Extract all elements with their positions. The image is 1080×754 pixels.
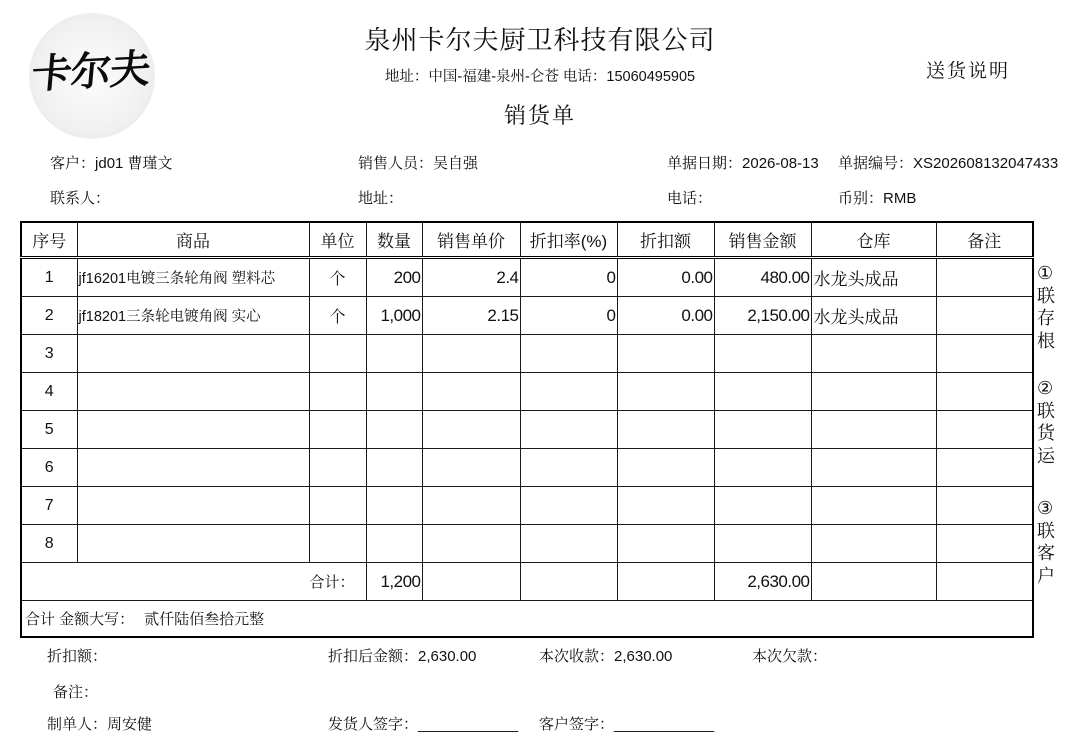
remark-field xyxy=(53,684,98,702)
customer-signature-label: 客户签字： xyxy=(539,716,615,733)
cell-unit: 个 xyxy=(309,258,366,297)
amount-in-words-cell xyxy=(21,601,1033,638)
table-row xyxy=(21,258,1033,297)
document-date-field xyxy=(667,155,819,173)
cell-discount-amount xyxy=(617,449,714,487)
document-date-label: 单据日期： xyxy=(667,155,743,172)
cell-unit xyxy=(309,373,366,411)
cell-sales-amount xyxy=(714,525,811,563)
col-header-quantity: 数量 xyxy=(366,222,422,258)
cell-sales-amount xyxy=(714,335,811,373)
address-label: 地址： xyxy=(384,69,429,85)
after-discount-value: 2,630.00 xyxy=(418,648,477,665)
table-row xyxy=(21,525,1033,563)
cell-sales-amount: 2,150.00 xyxy=(714,297,811,335)
cell-product-name xyxy=(77,411,309,449)
salesperson-label: 销售人员： xyxy=(358,155,434,172)
cell-quantity xyxy=(366,335,422,373)
cell-sales-amount xyxy=(714,487,811,525)
document-number-value: XS202608132047433 xyxy=(913,155,1059,172)
shipper-signature-field xyxy=(328,716,518,734)
cell-discount-rate xyxy=(520,487,617,525)
currency-value: RMB xyxy=(883,190,917,207)
creator-field xyxy=(47,716,152,734)
contact-field xyxy=(50,190,110,208)
cell-quantity: 200 xyxy=(366,258,422,297)
cell-remark xyxy=(936,411,1033,449)
cell-discount-amount xyxy=(617,411,714,449)
cell-discount-rate: 0 xyxy=(520,297,617,335)
discount-field xyxy=(47,648,107,666)
customer-value: jd01 曹瑾文 xyxy=(95,155,173,172)
cell-discount-rate xyxy=(520,525,617,563)
sales-table xyxy=(20,221,1034,638)
cell-unit-price xyxy=(422,411,520,449)
cell-remark xyxy=(936,373,1033,411)
total-discount-rate-cell xyxy=(520,563,617,601)
cell-quantity xyxy=(366,525,422,563)
currency-label: 币别： xyxy=(838,190,884,207)
cell-remark xyxy=(936,525,1033,563)
amount-in-words-value: 贰仟陆佰叁拾元整 xyxy=(144,611,265,628)
cell-discount-rate xyxy=(520,449,617,487)
remark-label: 备注： xyxy=(53,684,99,701)
table-row xyxy=(21,335,1033,373)
total-discount-amount-cell xyxy=(617,563,714,601)
cell-row-number: 2 xyxy=(21,297,77,335)
cell-discount-rate: 0 xyxy=(520,258,617,297)
cell-discount-amount: 0.00 xyxy=(617,258,714,297)
total-row xyxy=(21,563,1033,601)
table-row xyxy=(21,297,1033,335)
total-price-cell xyxy=(422,563,520,601)
cell-unit: 个 xyxy=(309,297,366,335)
received-field xyxy=(539,648,672,666)
currency-field xyxy=(838,190,916,208)
cell-remark xyxy=(936,297,1033,335)
total-remark-cell xyxy=(936,563,1033,601)
cell-product-name: jf18201三条轮电镀角阀 实心 xyxy=(77,297,309,335)
cell-row-number: 6 xyxy=(21,449,77,487)
salesperson-field xyxy=(358,155,478,173)
cell-remark xyxy=(936,335,1033,373)
cell-warehouse: 水龙头成品 xyxy=(811,297,936,335)
cell-unit-price xyxy=(422,449,520,487)
cell-product-name: jf16201电镀三条轮角阀 塑料芯 xyxy=(77,258,309,297)
shipper-signature-label: 发货人签字： xyxy=(328,716,419,733)
cell-remark xyxy=(936,487,1033,525)
cell-product-name xyxy=(77,373,309,411)
owed-label: 本次欠款： xyxy=(752,648,828,665)
col-header-unit-price: 销售单价 xyxy=(422,222,520,258)
copy-label-shipping: ②联货运 xyxy=(1037,378,1055,466)
received-value: 2,630.00 xyxy=(614,648,673,665)
cell-product-name xyxy=(77,449,309,487)
col-header-no: 序号 xyxy=(21,222,77,258)
col-header-remark: 备注 xyxy=(936,222,1033,258)
total-label: 合计： xyxy=(21,563,366,601)
cell-discount-amount: 0.00 xyxy=(617,297,714,335)
customer-signature-field xyxy=(539,716,714,734)
logo-text: 卡尔夫 xyxy=(29,44,152,99)
customer-phone-field xyxy=(667,190,712,208)
cell-discount-amount xyxy=(617,487,714,525)
amount-in-words-label: 合计 金额大写： xyxy=(25,611,135,628)
table-header-row xyxy=(21,222,1033,258)
company-name: 泉州卡尔夫厨卫科技有限公司 xyxy=(364,25,716,55)
cell-unit-price xyxy=(422,525,520,563)
owed-field xyxy=(752,648,827,666)
col-header-sales-amount: 销售金额 xyxy=(714,222,811,258)
total-warehouse-cell xyxy=(811,563,936,601)
cell-sales-amount xyxy=(714,449,811,487)
copy-label-customer: ③联客户 xyxy=(1037,498,1055,586)
table-row xyxy=(21,373,1033,411)
cell-row-number: 8 xyxy=(21,525,77,563)
cell-warehouse xyxy=(811,525,936,563)
cell-product-name xyxy=(77,525,309,563)
table-row xyxy=(21,487,1033,525)
cell-warehouse: 水龙头成品 xyxy=(811,258,936,297)
table-body xyxy=(21,258,1033,563)
cell-unit-price xyxy=(422,335,520,373)
cell-unit xyxy=(309,335,366,373)
document-number-label: 单据编号： xyxy=(838,155,914,172)
received-label: 本次收款： xyxy=(539,648,615,665)
customer-label: 客户： xyxy=(50,155,96,172)
cell-unit xyxy=(309,411,366,449)
cell-discount-rate xyxy=(520,335,617,373)
col-header-discount-rate: 折扣率(%) xyxy=(520,222,617,258)
cell-warehouse xyxy=(811,449,936,487)
cell-quantity xyxy=(366,373,422,411)
cell-row-number: 4 xyxy=(21,373,77,411)
copy-label-stub: ①联存根 xyxy=(1037,263,1055,351)
cell-remark xyxy=(936,258,1033,297)
cell-unit xyxy=(309,449,366,487)
cell-row-number: 7 xyxy=(21,487,77,525)
cell-discount-amount xyxy=(617,335,714,373)
col-header-discount-amount: 折扣额 xyxy=(617,222,714,258)
cell-sales-amount xyxy=(714,411,811,449)
cell-sales-amount xyxy=(714,373,811,411)
shipper-signature-line: ____________ xyxy=(418,716,519,733)
phone-label: 电话： xyxy=(562,69,607,85)
amount-in-words-row xyxy=(21,601,1033,638)
discount-label: 折扣额： xyxy=(47,648,108,665)
col-header-unit: 单位 xyxy=(309,222,366,258)
total-quantity: 1,200 xyxy=(366,563,422,601)
cell-warehouse xyxy=(811,373,936,411)
cell-quantity xyxy=(366,411,422,449)
customer-phone-label: 电话： xyxy=(667,190,713,207)
cell-row-number: 5 xyxy=(21,411,77,449)
phone-value: 15060495905 xyxy=(606,69,696,85)
cell-unit-price xyxy=(422,487,520,525)
after-discount-field xyxy=(328,648,476,666)
cell-product-name xyxy=(77,487,309,525)
cell-unit-price: 2.4 xyxy=(422,258,520,297)
cell-unit-price: 2.15 xyxy=(422,297,520,335)
customer-signature-line: ____________ xyxy=(614,716,715,733)
col-header-warehouse: 仓库 xyxy=(811,222,936,258)
cell-quantity: 1,000 xyxy=(366,297,422,335)
customer-address-label: 地址： xyxy=(358,190,404,207)
contact-label: 联系人： xyxy=(50,190,111,207)
document-title: 销货单 xyxy=(503,103,576,128)
cell-quantity xyxy=(366,449,422,487)
cell-unit-price xyxy=(422,373,520,411)
cell-sales-amount: 480.00 xyxy=(714,258,811,297)
cell-discount-rate xyxy=(520,411,617,449)
cell-unit xyxy=(309,487,366,525)
cell-warehouse xyxy=(811,411,936,449)
cell-warehouse xyxy=(811,335,936,373)
cell-quantity xyxy=(366,487,422,525)
total-sales-amount: 2,630.00 xyxy=(714,563,811,601)
table-row xyxy=(21,449,1033,487)
cell-unit xyxy=(309,525,366,563)
cell-row-number: 3 xyxy=(21,335,77,373)
cell-warehouse xyxy=(811,487,936,525)
cell-row-number: 1 xyxy=(21,258,77,297)
col-header-product: 商品 xyxy=(77,222,309,258)
cell-discount-rate xyxy=(520,373,617,411)
creator-label: 制单人： xyxy=(47,716,108,733)
cell-product-name xyxy=(77,335,309,373)
company-address-line xyxy=(0,68,1080,86)
document-number-field xyxy=(838,155,1058,173)
table-row xyxy=(21,411,1033,449)
cell-remark xyxy=(936,449,1033,487)
after-discount-label: 折扣后金额： xyxy=(328,648,419,665)
customer-address-field xyxy=(358,190,403,208)
cell-discount-amount xyxy=(617,373,714,411)
customer-field xyxy=(50,155,173,173)
address-value: 中国-福建-泉州-仑苍 xyxy=(428,69,559,85)
document-date-value: 2026-08-13 xyxy=(742,155,819,172)
salesperson-value: 吴自强 xyxy=(433,155,479,172)
cell-discount-amount xyxy=(617,525,714,563)
creator-value: 周安健 xyxy=(107,716,153,733)
delivery-note-label: 送货说明 xyxy=(926,61,1011,82)
